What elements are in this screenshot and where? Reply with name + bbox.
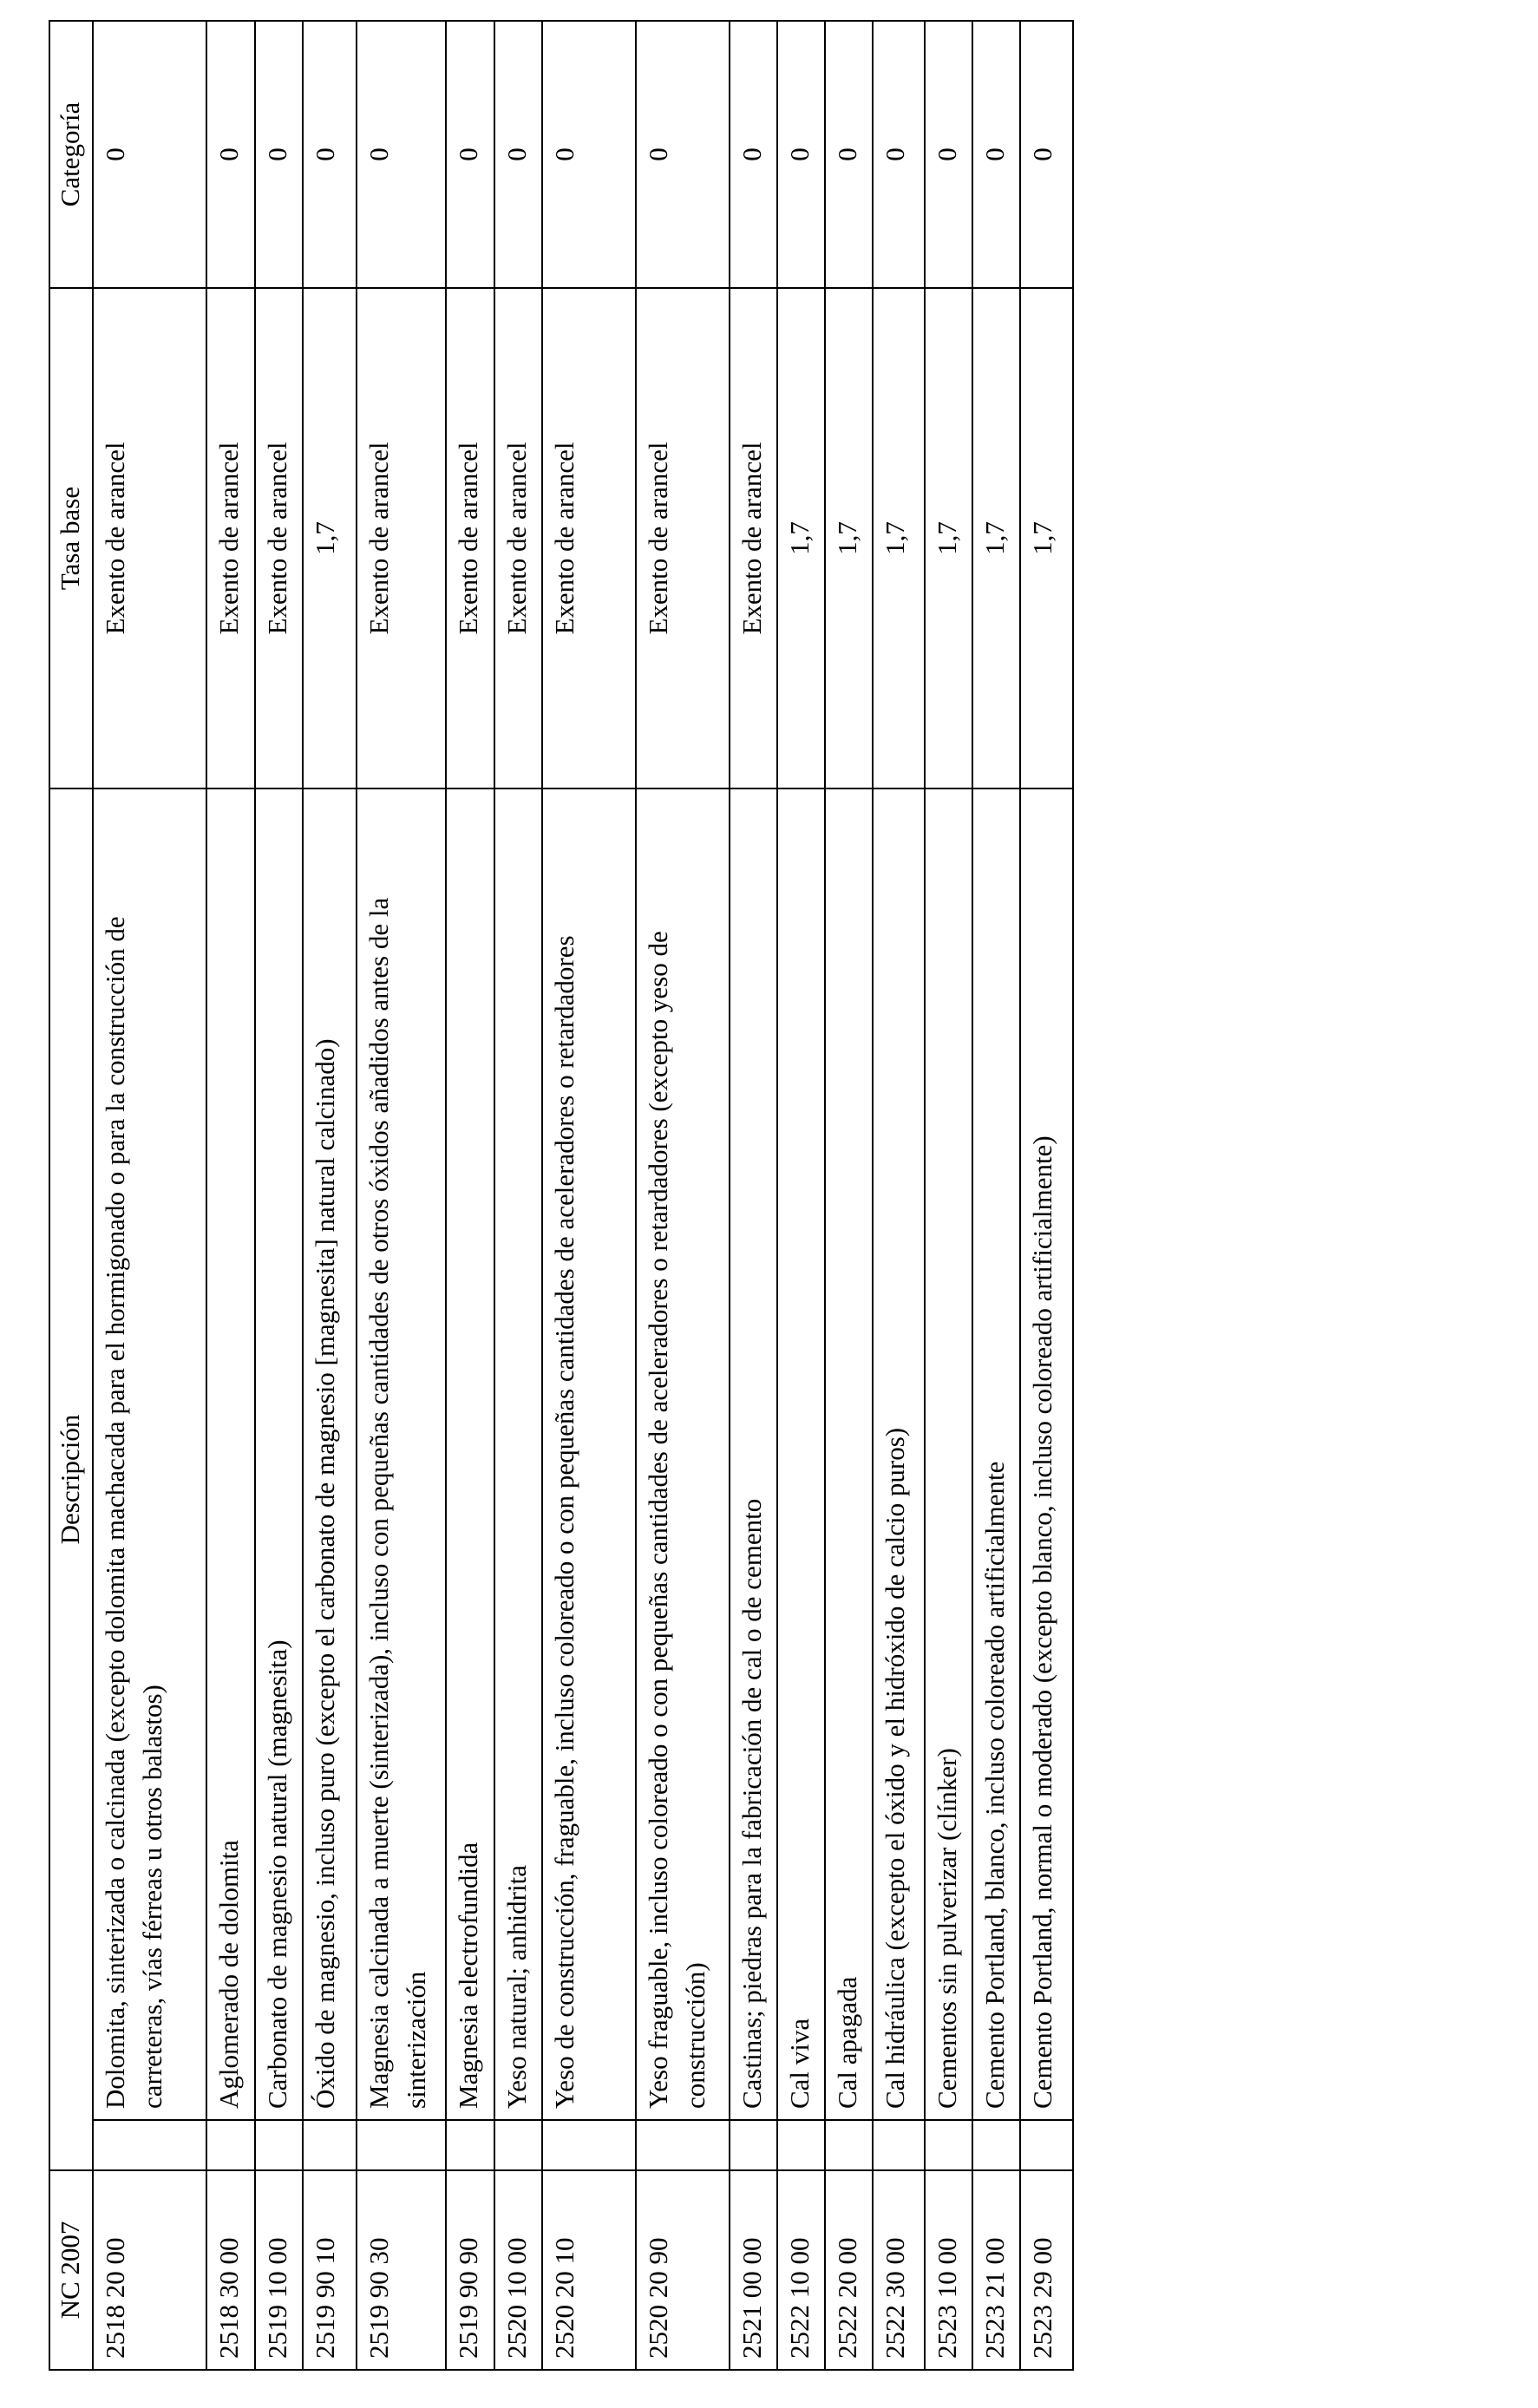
row-spacer-cell <box>494 2120 542 2170</box>
row-category: 0 <box>972 21 1020 288</box>
row-description: Dolomita, sinterizada o calcinada (excepto dolomita machacada para el hormigonado o para la construcción de carreteras, vías férreas u otros balastos) <box>93 788 206 2120</box>
row-spacer-cell <box>873 2120 925 2170</box>
table-row <box>93 21 206 2370</box>
row-description: Cal viva <box>777 788 825 2120</box>
header-base-rate: Tasa base <box>49 288 93 788</box>
table-row <box>636 21 729 2370</box>
row-description: Cemento Portland, normal o moderado (excepto blanco, incluso coloreado artificialmente) <box>1020 788 1073 2120</box>
row-code: 2522 20 00 <box>825 2170 873 2370</box>
row-category: 0 <box>825 21 873 288</box>
row-spacer-cell <box>93 2120 206 2170</box>
row-code: 2520 20 90 <box>636 2170 729 2370</box>
row-spacer-cell <box>972 2120 1020 2170</box>
row-spacer-cell <box>255 2120 303 2170</box>
table-row <box>357 21 446 2370</box>
row-category: 0 <box>494 21 542 288</box>
row-base-rate: Exento de arancel <box>542 288 636 788</box>
table-row <box>494 21 542 2370</box>
header-code: NC 2007 <box>49 2170 93 2370</box>
header-row <box>49 21 93 2370</box>
table-row <box>542 21 636 2370</box>
row-spacer-cell <box>825 2120 873 2170</box>
row-category: 0 <box>357 21 446 288</box>
row-base-rate: Exento de arancel <box>446 288 494 788</box>
row-spacer-cell <box>206 2120 254 2170</box>
tariff-table <box>49 20 1074 2371</box>
row-code: 2519 90 30 <box>357 2170 446 2370</box>
row-spacer-cell <box>636 2120 729 2170</box>
row-base-rate: Exento de arancel <box>636 288 729 788</box>
row-description: Castinas; piedras para la fabricación de cal o de cemento <box>730 788 777 2120</box>
row-base-rate: Exento de arancel <box>357 288 446 788</box>
row-code: 2522 10 00 <box>777 2170 825 2370</box>
row-code: 2519 90 90 <box>446 2170 494 2370</box>
header-category: Categoría <box>49 21 93 288</box>
table-row <box>303 21 357 2370</box>
table-row <box>446 21 494 2370</box>
row-code: 2523 21 00 <box>972 2170 1020 2370</box>
row-description: Cemento Portland, blanco, incluso coloreado artificialmente <box>972 788 1020 2120</box>
table-row <box>730 21 777 2370</box>
row-description: Aglomerado de dolomita <box>206 788 254 2120</box>
table-row <box>1020 21 1073 2370</box>
table-row <box>825 21 873 2370</box>
row-category: 0 <box>303 21 357 288</box>
row-code: 2521 00 00 <box>730 2170 777 2370</box>
row-base-rate: Exento de arancel <box>255 288 303 788</box>
row-spacer-cell <box>925 2120 972 2170</box>
row-code: 2520 10 00 <box>494 2170 542 2370</box>
row-base-rate: 1,7 <box>777 288 825 788</box>
row-description: Óxido de magnesio, incluso puro (excepto el carbonato de magnesio [magnesita] natural calcinado) <box>303 788 357 2120</box>
rotated-page-content <box>49 22 1074 2371</box>
row-base-rate: Exento de arancel <box>494 288 542 788</box>
row-base-rate: 1,7 <box>873 288 925 788</box>
row-code: 2519 10 00 <box>255 2170 303 2370</box>
row-description: Carbonato de magnesio natural (magnesita) <box>255 788 303 2120</box>
row-category: 0 <box>636 21 729 288</box>
row-base-rate: Exento de arancel <box>730 288 777 788</box>
table-row <box>972 21 1020 2370</box>
row-category: 0 <box>730 21 777 288</box>
row-category: 0 <box>542 21 636 288</box>
table-row <box>925 21 972 2370</box>
row-code: 2519 90 10 <box>303 2170 357 2370</box>
row-spacer-cell <box>730 2120 777 2170</box>
row-spacer-cell <box>1020 2120 1073 2170</box>
row-description: Yeso natural; anhidrita <box>494 788 542 2120</box>
row-code: 2523 29 00 <box>1020 2170 1073 2370</box>
row-category: 0 <box>777 21 825 288</box>
row-code: 2523 10 00 <box>925 2170 972 2370</box>
row-base-rate: 1,7 <box>972 288 1020 788</box>
row-spacer-cell <box>303 2120 357 2170</box>
row-base-rate: Exento de arancel <box>93 288 206 788</box>
row-category: 0 <box>446 21 494 288</box>
row-code: 2518 20 00 <box>93 2170 206 2370</box>
row-description: Magnesia electrofundida <box>446 788 494 2120</box>
table-row <box>873 21 925 2370</box>
row-code: 2520 20 10 <box>542 2170 636 2370</box>
header-description: Descripción <box>49 788 93 2170</box>
row-description: Yeso fraguable, incluso coloreado o con pequeñas cantidades de aceleradores o retardadores (excepto yeso de construcción) <box>636 788 729 2120</box>
row-code: 2522 30 00 <box>873 2170 925 2370</box>
table-row <box>206 21 254 2370</box>
row-category: 0 <box>93 21 206 288</box>
row-category: 0 <box>925 21 972 288</box>
row-spacer-cell <box>542 2120 636 2170</box>
row-spacer-cell <box>777 2120 825 2170</box>
row-base-rate: 1,7 <box>825 288 873 788</box>
row-category: 0 <box>206 21 254 288</box>
row-category: 0 <box>873 21 925 288</box>
table-row <box>777 21 825 2370</box>
row-code: 2518 30 00 <box>206 2170 254 2370</box>
row-base-rate: 1,7 <box>925 288 972 788</box>
row-spacer-cell <box>357 2120 446 2170</box>
row-base-rate: 1,7 <box>303 288 357 788</box>
row-base-rate: Exento de arancel <box>206 288 254 788</box>
row-category: 0 <box>1020 21 1073 288</box>
row-description: Cementos sin pulverizar (clínker) <box>925 788 972 2120</box>
row-description: Cal hidráulica (excepto el óxido y el hidróxido de calcio puros) <box>873 788 925 2120</box>
row-category: 0 <box>255 21 303 288</box>
row-base-rate: 1,7 <box>1020 288 1073 788</box>
row-description: Magnesia calcinada a muerte (sinterizada), incluso con pequeñas cantidades de otros óxidos añadidos antes de la sinterización <box>357 788 446 2120</box>
row-description: Yeso de construcción, fraguable, incluso coloreado o con pequeñas cantidades de aceleradores o retardadores <box>542 788 636 2120</box>
row-description: Cal apagada <box>825 788 873 2120</box>
table-row <box>255 21 303 2370</box>
row-spacer-cell <box>446 2120 494 2170</box>
